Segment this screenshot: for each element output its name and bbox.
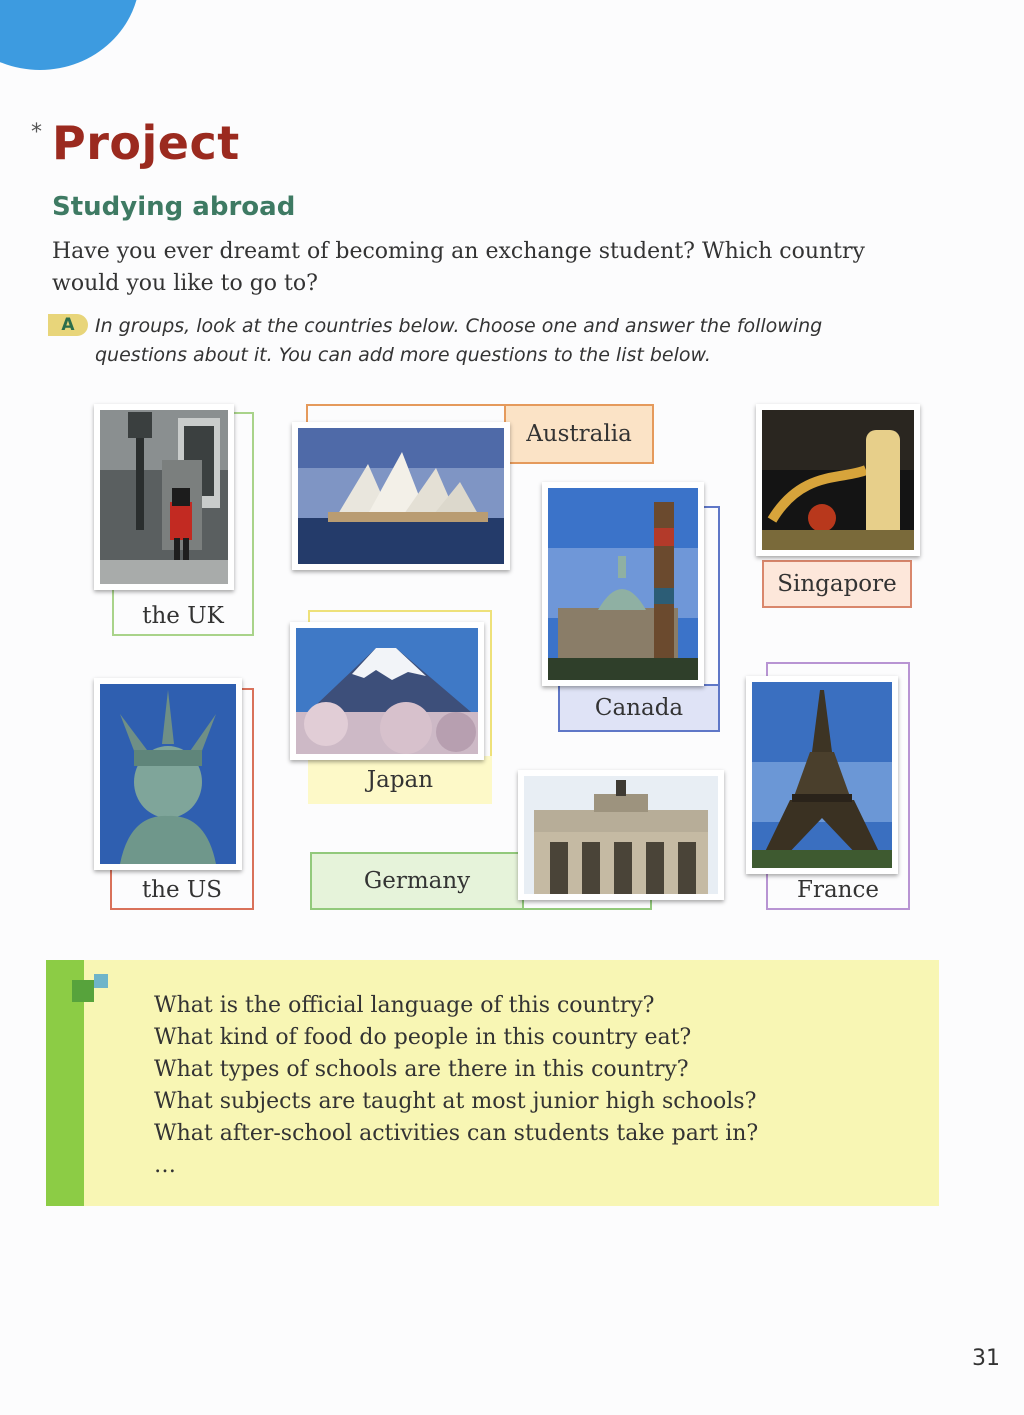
photo-singapore-merlion [756,404,920,556]
question-list [154,990,758,1182]
germany-gate-image [524,776,718,894]
uk-guard-image [100,410,228,584]
country-label-germany: Germany [310,852,524,910]
singapore-merlion-image [762,410,914,550]
page-number: 31 [972,1346,1000,1371]
page-title: Project [52,116,240,170]
photo-germany-brandenburg-gate [518,770,724,900]
country-label-singapore: Singapore [762,560,912,608]
photo-japan-mount-fuji [290,622,484,760]
canada-parliament-image [548,488,698,680]
decor-square-green [72,980,94,1002]
australia-opera-image [298,428,504,564]
question-item: What kind of food do people in this country eat? [154,1025,692,1050]
task-instructions: In groups, look at the countries below. Choose one and answer the following questions about it. You can add more questions to the list below. [95,315,823,366]
country-label-us: the US [141,877,223,903]
us-liberty-image [100,684,236,864]
section-subtitle: Studying abroad [52,192,296,222]
photo-australia-opera-house [292,422,510,570]
question-item: What after-school activities can students take part in? [154,1121,759,1146]
photo-france-eiffel-tower [746,676,898,874]
country-label-france: France [797,877,879,903]
france-eiffel-image [752,682,892,868]
country-label-australia: Australia [504,404,654,464]
photo-canada-parliament [542,482,704,686]
japan-fuji-image [296,628,478,754]
corner-decoration [0,0,140,70]
optional-marker: * [31,120,42,145]
intro-text: Have you ever dreamt of becoming an exchange student? Which country would you like to go to? [52,239,865,296]
question-item: What types of schools are there in this country? [154,1057,689,1082]
country-label-canada: Canada [558,684,720,732]
photo-uk-royal-guard [94,404,234,590]
photo-us-statue-of-liberty [94,678,242,870]
country-label-japan: Japan [308,756,492,804]
question-item-ellipsis: … [154,1153,176,1178]
decor-square-blue [94,974,108,988]
task-badge: A [48,314,88,336]
question-item: What is the official language of this country? [154,993,655,1018]
question-item: What subjects are taught at most junior high schools? [154,1089,757,1114]
country-label-uk: the UK [142,603,224,629]
